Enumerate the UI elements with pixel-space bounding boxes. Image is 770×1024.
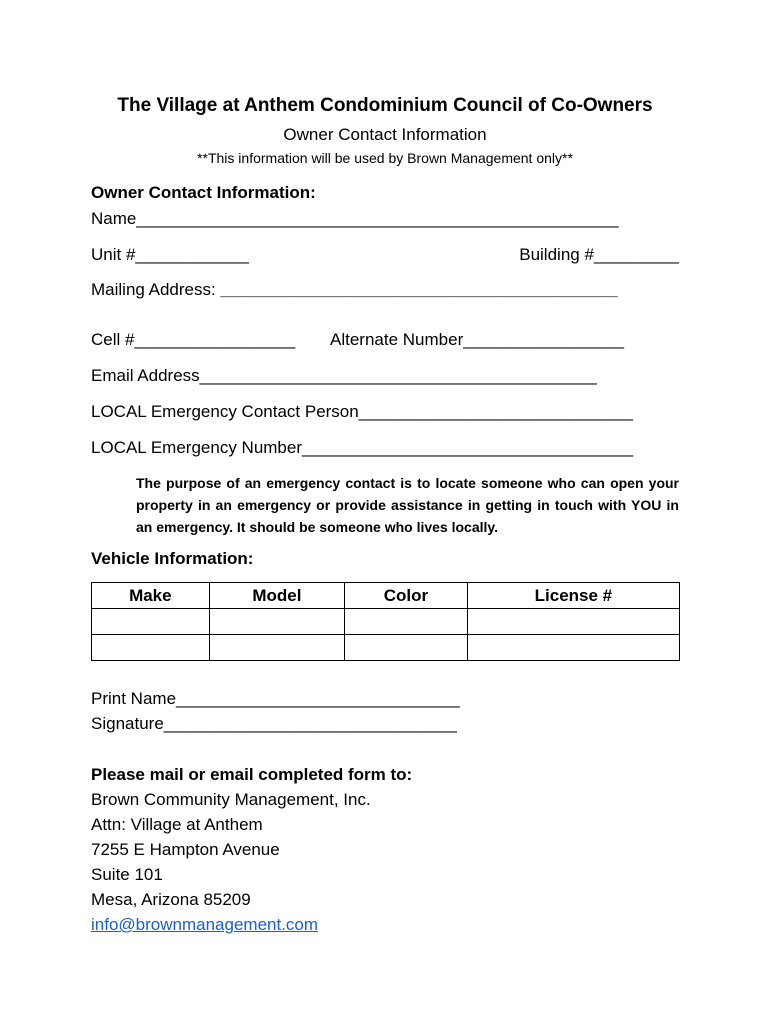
vehicle-cell-model[interactable] (209, 635, 344, 661)
vehicle-cell-make[interactable] (92, 609, 210, 635)
attention-line: Attn: Village at Anthem (91, 815, 263, 834)
vehicle-table-header (92, 583, 680, 609)
signature-field[interactable]: Signature_______________________________ (91, 714, 457, 733)
alternate-number-field[interactable]: Alternate Number_________________ (330, 330, 624, 349)
form-subtitle: Owner Contact Information (283, 125, 487, 144)
company-name: Brown Community Management, Inc. (91, 790, 371, 809)
column-model: Model (209, 583, 344, 609)
form-title: The Village at Anthem Condominium Council of Co-Owners (117, 95, 653, 116)
vehicle-cell-model[interactable] (209, 609, 344, 635)
usage-note: **This information will be used by Brown Management only** (197, 150, 573, 166)
vehicle-cell-color[interactable] (345, 609, 468, 635)
vehicle-row (92, 635, 680, 661)
mailing-instructions-heading: Please mail or email completed form to: (91, 765, 413, 784)
local-emergency-contact-field[interactable]: LOCAL Emergency Contact Person_____________________________ (91, 402, 633, 421)
vehicle-table (91, 582, 680, 661)
print-name-field[interactable]: Print Name______________________________ (91, 689, 460, 708)
owner-section-heading: Owner Contact Information: (91, 183, 316, 202)
vehicle-cell-make[interactable] (92, 635, 210, 661)
mailing-address-field[interactable] (91, 280, 618, 300)
mailing-address-line[interactable]: __________________________________________ (220, 280, 618, 299)
suite-line: Suite 101 (91, 865, 163, 884)
email-address-field[interactable]: Email Address__________________________________________ (91, 366, 597, 385)
mailing-address-label: Mailing Address: (91, 280, 221, 299)
unit-field[interactable]: Unit #____________ (91, 245, 249, 264)
column-color: Color (345, 583, 468, 609)
vehicle-cell-license[interactable] (467, 609, 679, 635)
vehicle-row (92, 609, 680, 635)
building-field[interactable]: Building #_________ (519, 245, 679, 264)
vehicle-section-heading: Vehicle Information: (91, 549, 254, 568)
city-state-zip: Mesa, Arizona 85209 (91, 890, 251, 909)
column-make: Make (92, 583, 210, 609)
local-emergency-number-field[interactable]: LOCAL Emergency Number___________________________________ (91, 438, 633, 457)
contact-email-link[interactable]: info@brownmanagement.com (91, 915, 319, 934)
vehicle-cell-color[interactable] (345, 635, 468, 661)
column-license: License # (467, 583, 679, 609)
name-field[interactable]: Name___________________________________________________ (91, 209, 619, 228)
cell-field[interactable]: Cell #_________________ (91, 330, 296, 349)
emergency-contact-purpose: The purpose of an emergency contact is to locate someone who can open your property in an emergency or provide assistance in getting in touch with YOU in an emergency. It should be someone who lives locally. (136, 475, 679, 535)
street-address: 7255 E Hampton Avenue (91, 840, 280, 859)
vehicle-cell-license[interactable] (467, 635, 679, 661)
